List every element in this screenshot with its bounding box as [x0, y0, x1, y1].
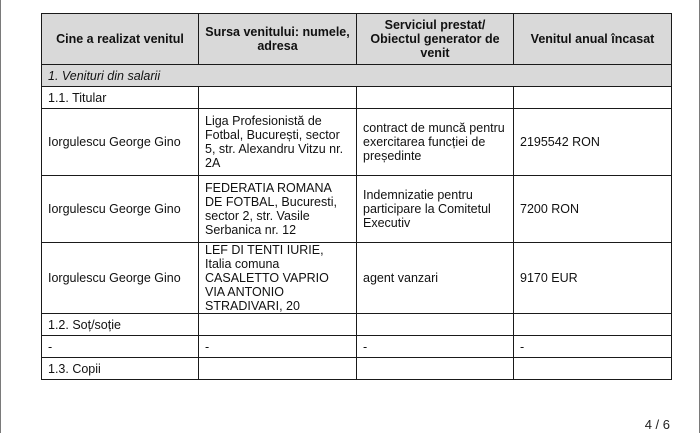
table-row	[42, 109, 672, 176]
cell-income: 9170 EUR	[514, 243, 672, 314]
header-income: Venitul anual încasat	[514, 14, 672, 65]
section-salaries-row	[42, 65, 672, 87]
cell-income: 7200 RON	[514, 176, 672, 243]
cell-who: Iorgulescu George Gino	[42, 243, 199, 314]
cell-service: contract de muncă pentru exercitarea funcției de președinte	[357, 109, 514, 176]
empty-cell	[514, 87, 672, 109]
cell-source: LEF DI TENTI IURIE, Italia comuna CASALETTO VAPRIO VIA ANTONIO STRADIVARI, 20	[199, 243, 357, 314]
dash-cell: -	[42, 336, 199, 358]
page-border-left	[0, 0, 1, 433]
section-salaries-label: 1. Venituri din salarii	[42, 65, 672, 87]
dash-cell: -	[357, 336, 514, 358]
sub-spouse-row	[42, 314, 672, 336]
sub-spouse-label: 1.2. Soț/soție	[42, 314, 199, 336]
table-row	[42, 243, 672, 314]
dash-row	[42, 336, 672, 358]
income-table	[41, 13, 672, 380]
sub-titular-label: 1.1. Titular	[42, 87, 199, 109]
header-who: Cine a realizat venitul	[42, 14, 199, 65]
table-header-row	[42, 14, 672, 65]
empty-cell	[199, 358, 357, 380]
empty-cell	[357, 358, 514, 380]
sub-titular-row	[42, 87, 672, 109]
empty-cell	[199, 87, 357, 109]
dash-cell: -	[514, 336, 672, 358]
empty-cell	[357, 87, 514, 109]
cell-source: FEDERATIA ROMANA DE FOTBAL, Bucuresti, sector 2, str. Vasile Serbanica nr. 12	[199, 176, 357, 243]
cell-income: 2195542 RON	[514, 109, 672, 176]
cell-who: Iorgulescu George Gino	[42, 109, 199, 176]
empty-cell	[514, 314, 672, 336]
sub-children-row	[42, 358, 672, 380]
sub-children-label: 1.3. Copii	[42, 358, 199, 380]
header-source: Sursa venitului: numele, adresa	[199, 14, 357, 65]
header-service: Serviciul prestat/ Obiectul generator de venit	[357, 14, 514, 65]
table-row	[42, 176, 672, 243]
cell-service: agent vanzari	[357, 243, 514, 314]
cell-service: Indemnizatie pentru participare la Comitetul Executiv	[357, 176, 514, 243]
empty-cell	[357, 314, 514, 336]
cell-source: Liga Profesionistă de Fotbal, București, sector 5, str. Alexandru Vitzu nr. 2A	[199, 109, 357, 176]
empty-cell	[514, 358, 672, 380]
dash-cell: -	[199, 336, 357, 358]
page-number: 4 / 6	[644, 417, 670, 432]
cell-who: Iorgulescu George Gino	[42, 176, 199, 243]
empty-cell	[199, 314, 357, 336]
